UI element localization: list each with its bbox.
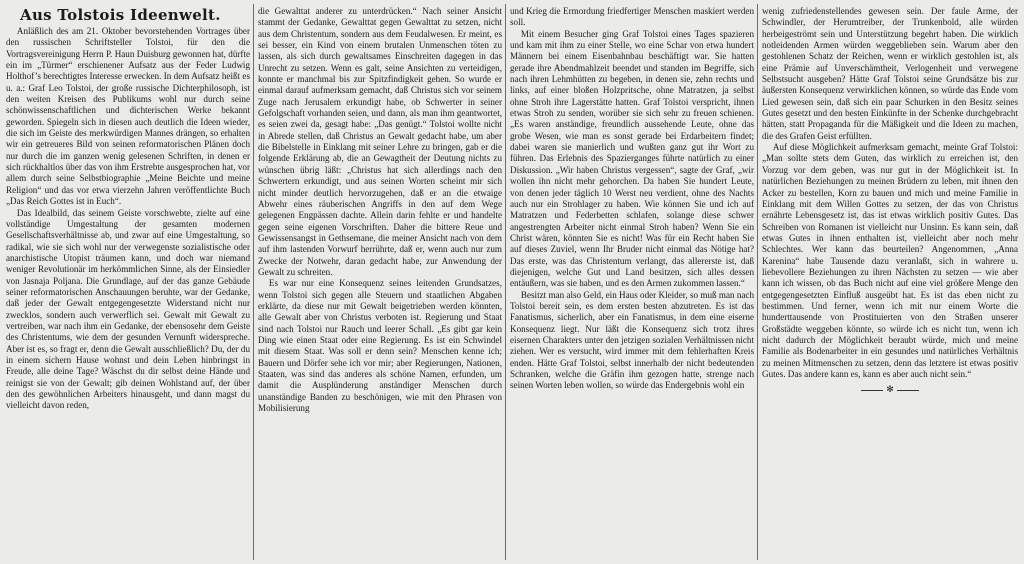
ornament-dash bbox=[861, 390, 883, 391]
paragraph: wenig zufriedenstellendes gewesen sein. Der faule Arme, der Schwindler, der Herumtreiber, der Trunkenbold, alle würden herbeigeströmt sein und Unterstützung begehrt haben. Die wirklich notleidenden Armen würden weggeblieben sein. Warum aber den gestohlenen Schatz der Reichen, wenn er wirklich gestohlen ist, als eine Prämie auf Unverschämtheit, Verlogenheit und verwegene Selbstsucht ausgeben? Hätte Graf Tolstoi seine Grundsätze bis zur äußersten Konsequenz verwirklichen können, so würde das Ende vom Lied gewesen sein, daß sich ein paar Schurken in den Besitz seines Gutes gesetzt und den besten Einkünfte in der Schenke durchgebracht hätten, statt Propaganda für die Mäßigkeit und die Ideen zu machen, die des Grafen Geist erfüllten. bbox=[762, 6, 1018, 141]
column-rule bbox=[505, 4, 506, 560]
paragraph: Besitzt man also Geld, ein Haus oder Kleider, so muß man nach Tolstoi bereit sein, es dem ersten besten abzutreten. Es ist das Fanatismus, sicherlich, aber ein Fanatismus, in dem eine eiserne Konsequenz liegt. Nur läßt die Konsequenz sich trotz ihres eisernen Charakters unter den jetzigen sozialen Verhältnissen nicht ziehen. Wer es versucht, wird immer mit dem fehlerhaften Kreis enden. Hätte Graf Tolstoi, selbst innerhalb der nicht bedeutenden Schranken, welche die Gräfin ihm gezogen hatte, strenge nach seinen Worten leben wollen, so würde das Endergebnis wohl ein bbox=[510, 289, 754, 391]
paragraph: Es war nur eine Konsequenz seines leitenden Grundsatzes, wenn Tolstoi sich gegen alle Steuern und staatlichen Abgaben erklärte, da diese nur mit Gewalt beigetrieben werden könnten, alle Gewalt aber von Christus verboten ist. Regierung und Staat sind nach Tolstoi nur Rauch und leerer Schall. „Es gibt gar kein Ding wie einen Staat oder eine Regierung. Es ist ein Schwindel mit diesem Staat. Was soll er denn sein? Menschen kenne ich; Bauern und Dörfer sehe ich vor mir; aber Regierungen, Nationen, Staaten, was sind das anderes als schöne Namen, erfunden, um damit die Ausplünderung anständiger Menschen durch unanständige Banden zu beschönigen, wie mit den Phrasen von Mobilisierung bbox=[258, 278, 502, 414]
article-title: Aus Tolstois Ideenwelt. bbox=[20, 6, 221, 24]
column-rule bbox=[757, 4, 758, 560]
paragraph: die Gewalttat anderer zu unterdrücken.“ Nach seiner Ansicht stammt der Gedanke, Gewalttat gegen Gewalttat zu setzen, nicht aus dem Christentum, sondern aus dem Feudalwesen. Er meint, es sei besser, ein Kind von einem brutalen Unmenschen töten zu lassen, als sich durch gewaltsames Einschreiten dagegen in das Unrecht zu setzen. Wenn es galt, seine Ansichten zu verteidigen, konnte er manchmal bis zur Spitzfindigkeit gehen. So wurde er einmal darauf aufmerksam gemacht, daß Christus sich vor seinem Zuge nach Jerusalem erkundigt habe, ob Schwerter in seiner Gefolgschaft vorhanden seien, und dann, als man ihm geantwortet, es seien zwei da, gesagt habe: „Das genügt.“ Tolstoi wollte nicht in Abrede stellen, daß Christus an Gewalt gedacht habe, um aber die Bibelstelle in Einklang mit seiner Lehre zu bringen, gab er die folgende Erklärung ab, die an Gewagtheit der Deutung nichts zu wünschen übrig läßt: „Christus hat sich allerdings nach den Schwertern erkundigt, und aus seinen Worten scheint mir sich nicht minder deutlich hervorzugehen, daß er an die etwaige Abwehr eines räuberischen Angriffs in den auf dem Wege gelegenen Engpässen dachte. Allein darin fehlte er und handelte gegen seine eigenen Vorschriften. Daher die bittere Reue und Gewissensangst in Gethsemane, die meiner Ansicht nach von dem auf ihm lastenden Vorwurf herrührte, daß er, wenn auch nur zum Zwecke der Notwehr, daran gedacht habe, zur Anwendung der Gewalt zu schreiten. bbox=[258, 6, 502, 277]
column-rule bbox=[253, 4, 254, 560]
paragraph: und Krieg die Ermordung friedfertiger Menschen maskiert werden soll. bbox=[510, 6, 754, 28]
paragraph: Anläßlich des am 21. Oktober bevorstehenden Vortrages über den russischen Schriftsteller Tolstoi, für den die Vortragsvereinigung Herrn P. Haun Duisburg gewonnen hat, dürfte ein im „Türmer“ erschienener Aufsatz aus der Feder Ludwig Holthof’s berechtigtes Interesse erwecken. In dem Aufsatz heißt es u. a.: Graf Leo Tolstoi, der große russische Dichterphilosoph, ist den weiten Kreisen des Publikums wohl nur durch seine schönwissenschaftlichen und dichterischen Werke bekannt geworden. Spiegeln sich in diesen auch deutlich die Ideen wieder, die sich im Geiste des merkwürdigen Mannes drängen, so erhalten wir ein getreueres Bild von seinen reformatorischen Plänen doch nur durch die im ganzen wenig gelesenen Schriften, in denen er sich rückhaltlos über das von ihm Erstrebte ausgesprochen hat, vor allem durch seine Selbstbiographie „Meine Beichte und meine Religion“ und das vor etwa vierzehn Jahren veröffentlichte Buch „Das Reich Gottes ist in Euch“. bbox=[6, 26, 250, 207]
column-4 bbox=[762, 6, 1018, 560]
paragraph: Das Idealbild, das seinem Geiste vorschwebte, zielte auf eine vollständige Umgestaltung der gesamten modernen Gesellschaftsverhältnisse ab, und zwar auf eine Umgestaltung, so radikal, wie sie sich wohl nur der verwegenste sozialistische oder anarchistische Utopist träumen kann, und doch war niemand weniger Revolutionär im herkömmlichen Sinne, als der Einsiedler von Jasnaja Poljana. Die Grundlage, auf der das ganze Gebäude seiner reformatorischen Anschauungen beruhte, war der Gedanke, daß jeder der Gewalt entgegengesetzte Widerstand nicht nur zwecklos, sondern auch verwerflich sei. Gewalt mit Gewalt zu vertreiben, war nach ihm ein Gedanke, der ebensosehr dem Geiste des Christentums, wie dem der gesunden Vernunft widerspreche. Aber ist es, so fragt er, denn die Gewalt ausschließlich? Du, der du in einem sichern Hause wohnst und dein Leben hinbringst in Freude, alle deine Tage? Wäschst du dir selbst deine Hände und reinigst sie von der Gewalt; gib deinen Wohlstand auf, der über den des gewöhnlichen Arbeiters hinausgeht, und dann magst du vielleicht davon reden, bbox=[6, 207, 250, 411]
ornament-star-icon: ✻ bbox=[886, 384, 894, 395]
paragraph: Mit einem Besucher ging Graf Tolstoi eines Tages spazieren und kam mit ihm zu einer Stelle, wo eine Schar von etwa hundert Männern bei einem Eisenbahnbau beschäftigt war. Sie hatten gerade ihre Abendmahlzeit beendet und standen im Begriffe, sich nach ihren Lehmhütten zu begeben, in denen sie, zehn rechts und links, auf einer bloßen Holzpritsche, ohne Matratzen, ja selbst ohne Stroh ihre Lagerstätte hatten. Graf Tolstoi verspricht, ihnen etwas Stroh zu senden, worüber sie sich sehr zu freuen schienen. „Es waren anständige, freundlich aussehende Leute, ohne das grobe Wesen, wie man es sonst gerade bei Erdarbeitern findet; dabei waren sie manierlich und wußten ganz gut ihr Wort zu führen. Das Erlebnis des Spazierganges führte natürlich zu einer Diskussion. „Wir haben Christus vergessen“, sagte der Graf, „wir wollen ihn nicht mehr gehorchen. Da haben Sie hundert Leute, von denen jeder täglich 10 Werst neu verdient, ohne des Nachts auch nur ein Strohlager zu haben. Wie können Sie und ich auf Matratzen und Federbetten schlafen, solange diese schwer angestrengten Arbeiter nicht einmal Stroh haben? Wenn Sie ein Christ wären, könnten Sie es nicht! Was für ein Recht haben Sie auf dieses Zuviel, wenn Ihr Bruder nicht einmal das Nötige hat? Das erste, was das Christentum verlangt, das allererste ist, daß diejenigen, welche Gut und Land besitzen, sich alles dessen entäußern, was sie haben, und es den Armen zukommen lassen.“ bbox=[510, 28, 754, 289]
paragraph: Auf diese Möglichkeit aufmerksam gemacht, meinte Graf Tolstoi: „Man sollte stets dem Guten, das wirklich zu erreichen ist, den Vorzug vor dem geben, was nur gut in der Möglichkeit ist. In natürlichen Beziehungen zu meinen Brüdern zu leben, mit ihnen den Acker zu bestellen, Korn zu bauen und mich und meine Familie in Einklang mit dem Willen Gottes zu setzen, der das von Christus ernährte Lebensgesetz ist, das ist etwas wirklich positiv Gutes. Das Schreiben von Romanen ist vielleicht nur Unsinn. Es kann sein, daß etwas Gutes in ihnen enthalten ist, vielleicht aber noch mehr Schlechtes. Wer kann das beurteilen? Angenommen, „Anna Karenina“ habe Tausende dazu veranlaßt, sich in wahrere u. liebevollere Beziehungen zu ihren Nächsten zu setzen — wie aber kann ich wissen, ob das Buch nicht auf eine viel größere Menge den entgegengesetzten Einfluß ausgeübt hat. Es ist das eben nicht zu bestimmen. Und ferner, wenn ich mit nur einem Worte die hunderttausende von Prostituierten von den Straßen unserer Großstädte weggeben könnte, so würde ich es nicht tun, wenn ich nicht dadurch der Möglichkeit beraubt würde, mich und meine Familie als Bodenarbeiter in ein gesundes und natürliches Verhältnis zu meinen Mitmenschen zu setzen, denn das letztere ist etwas positiv Gutes. Das andere kann es, kann es aber auch nicht sein.“ bbox=[762, 142, 1018, 379]
column-1 bbox=[6, 6, 250, 560]
column-3 bbox=[510, 6, 754, 560]
column-2 bbox=[258, 6, 502, 560]
ornament-dash bbox=[897, 390, 919, 391]
end-ornament bbox=[762, 383, 1018, 395]
